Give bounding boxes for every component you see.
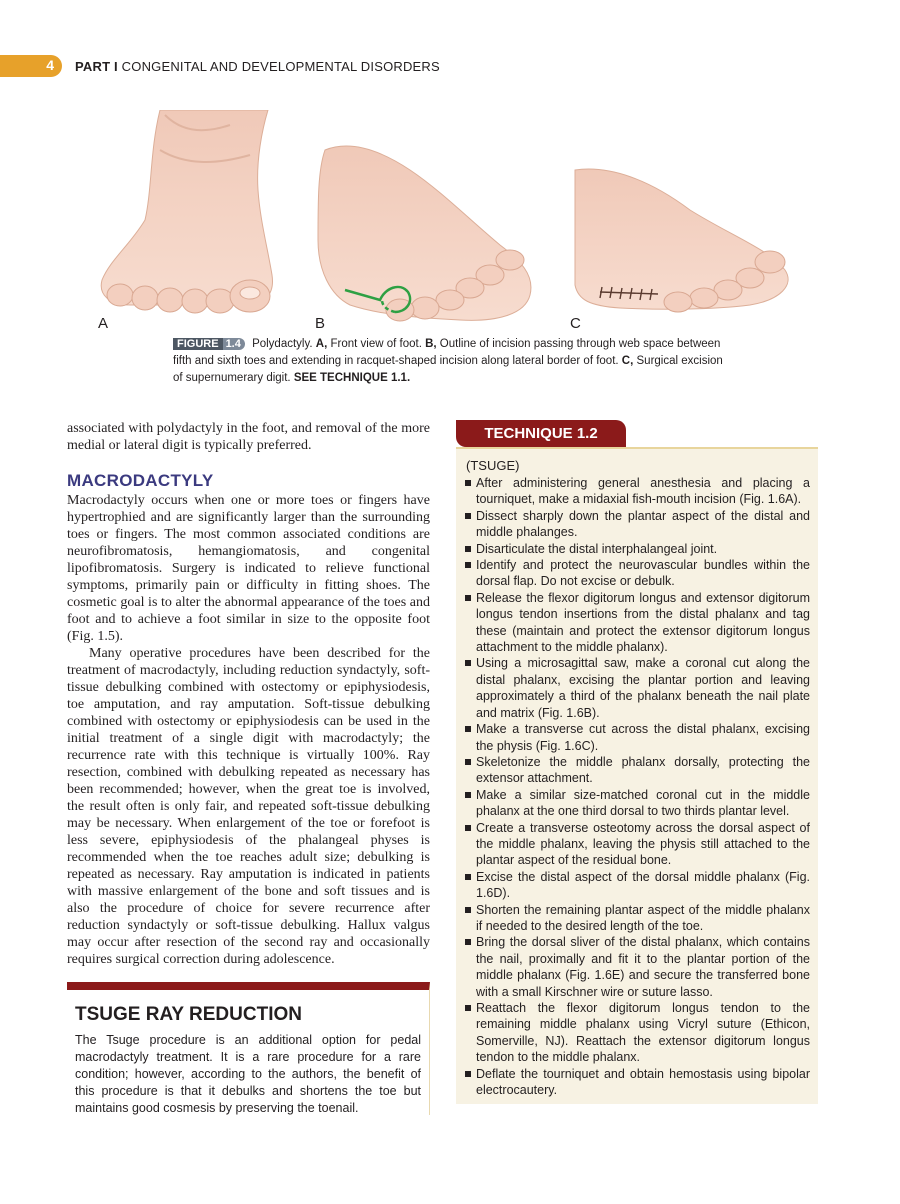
technique-step: Bring the dorsal sliver of the distal phalanx, which contains the nail, proximally and fit it to the plantar portion of the middle phalanx (Fig. 1.6E) and secure the transferred bone with a small Kirschner wire or suture lasso. bbox=[464, 934, 810, 1000]
panel-label-a: A bbox=[98, 315, 109, 332]
part-label: PART I bbox=[75, 59, 118, 74]
figure-caption bbox=[173, 336, 728, 387]
macrodactyly-paragraph-2: Many operative procedures have been described for the treatment of macrodactyly, including reduction syndactyly, soft-tissue debulking combined with ostectomy or epiphysiodesis, toe amputation, and ray amputation. Soft-tissue debulking combined with ostectomy or epiphysiodesis can be used in the initial treatment of a single digit with macrodactyly; the recurrence rate with this technique is virtually 100%. Ray resection, combined with debulking repeated as necessary has been recommended; however, when the great toe is involved, the result often is only fair, and repeated soft-tissue debulking may be necessary. When enlargement of the toe or forefoot is less severe, epiphysiodesis of the phalangeal physes is recommended when the toe reaches adult size; debulking is repeated as necessary. Ray amputation is indicated in patients with massive enlargement of the bone and soft tissues and is also the procedure of choice for severe recurrence after reduction syndactyly or soft-tissue debulking. Hallux valgus may occur after resection of the second ray and occasionally requires surgical correction during adolescence. bbox=[67, 646, 430, 967]
technique-subtitle: (TSUGE) bbox=[466, 458, 520, 473]
foot-incision-view bbox=[318, 146, 531, 321]
page-number: 4 bbox=[46, 57, 54, 73]
technique-step: Create a transverse osteotomy across the dorsal aspect of the middle phalanx, leaving the physis still attached to the plantar aspect of the residual bone. bbox=[464, 820, 810, 869]
caption-a-text: Front view of foot. bbox=[330, 338, 422, 350]
caption-c-text: Surgical excision of supernumerary digit. bbox=[173, 355, 723, 384]
technique-step: Release the flexor digitorum longus and extensor digitorum longus tendon insertions from the distal phalanx and tag these (maintain and protect the extensor digitorum longus attachment to the middle phalanx). bbox=[464, 590, 810, 656]
technique-step: Identify and protect the neurovascular bundles within the dorsal flap. Do not excise or debulk. bbox=[464, 557, 810, 590]
page-number-tab bbox=[0, 55, 62, 77]
tsuge-box-text: The Tsuge procedure is an additional option for pedal macrodactyly treatment. It is a rare procedure for a rare condition; however, according to the authors, the benefit of this procedure is that it debulks and shortens the toe but maintains good cosmesis by preserving the toenail. bbox=[75, 1033, 421, 1115]
figure-badge-label: FIGURE bbox=[173, 338, 223, 350]
figure-badge bbox=[173, 338, 245, 350]
left-column bbox=[67, 420, 430, 968]
caption-see-technique: SEE TECHNIQUE 1.1. bbox=[293, 372, 411, 384]
polydactyly-illustration bbox=[90, 110, 810, 335]
technique-step: Using a microsagittal saw, make a coronal cut along the distal phalanx, excising the plantar portion and leaving approximately a third of the phalanx beneath the nail plate and matrix (Fig. 1.6B). bbox=[464, 655, 810, 721]
technique-step: After administering general anesthesia and placing a tourniquet, make a midaxial fish-mouth incision (Fig. 1.6A). bbox=[464, 475, 810, 508]
part-title: CONGENITAL AND DEVELOPMENTAL DISORDERS bbox=[121, 59, 440, 74]
technique-step: Dissect sharply down the plantar aspect of the distal and middle phalanges. bbox=[464, 508, 810, 541]
caption-title: Polydactyly. bbox=[252, 338, 313, 350]
caption-b-text: Outline of incision passing through web space between fifth and sixth toes and extending in racquet-shaped incision along lateral border of foot. bbox=[173, 338, 721, 367]
technique-box bbox=[456, 420, 818, 1104]
technique-step: Excise the distal aspect of the dorsal middle phalanx (Fig. 1.6D). bbox=[464, 869, 810, 902]
panel-label-b: B bbox=[315, 315, 326, 332]
foot-excision-view bbox=[575, 169, 788, 312]
macrodactyly-heading: MACRODACTYLY bbox=[67, 471, 214, 490]
tsuge-box-title: TSUGE RAY REDUCTION bbox=[75, 1004, 302, 1025]
figure-badge-number: 1.4 bbox=[225, 338, 241, 350]
technique-step: Disarticulate the distal interphalangeal joint. bbox=[464, 541, 810, 557]
foot-front-view bbox=[101, 110, 272, 313]
technique-steps bbox=[464, 475, 810, 1098]
intro-paragraph: associated with polydactyly in the foot, and removal of the more medial or lateral digit is typically preferred. bbox=[67, 421, 430, 453]
technique-step: Skeletonize the middle phalanx dorsally, protecting the extensor attachment. bbox=[464, 754, 810, 787]
technique-step: Shorten the remaining plantar aspect of the middle phalanx if needed to the desired length of the toe. bbox=[464, 902, 810, 935]
macrodactyly-paragraph-1: Macrodactyly occurs when one or more toes or fingers have hypertrophied and are significantly larger than the surrounding toes or fingers. The most common associated conditions are neurofibromatosis, hemangiomatosis, and congenital lipofibromatosis. Surgery is indicated to relieve functional symptoms, primarily pain or difficulty in fitting shoes. The cosmetic goal is to alter the abnormal appearance of the toes and foot and to achieve a foot similar in size to the opposite foot (Fig. 1.5). bbox=[67, 493, 430, 644]
technique-step: Make a similar size-matched coronal cut in the middle phalanx at the one third dorsal to two thirds plantar level. bbox=[464, 787, 810, 820]
caption-b-label: B, bbox=[425, 338, 437, 350]
caption-a-label: A, bbox=[315, 338, 328, 350]
figure-1-4 bbox=[90, 110, 810, 335]
caption-c-label: C, bbox=[621, 355, 634, 367]
running-header bbox=[75, 59, 440, 74]
technique-step: Deflate the tourniquet and obtain hemostasis using bipolar electrocautery. bbox=[464, 1066, 810, 1099]
technique-header bbox=[456, 420, 818, 449]
panel-label-c: C bbox=[570, 315, 581, 332]
technique-title: TECHNIQUE 1.2 bbox=[456, 420, 626, 447]
technique-step: Reattach the flexor digitorum longus tendon to the remaining middle phalanx using Vicryl suture (Ethicon, Somerville, NJ). Reattach the extensor digitorum longus tendon to the middle phalanx. bbox=[464, 1000, 810, 1066]
tsuge-ray-reduction-box bbox=[67, 982, 430, 1115]
technique-step: Make a transverse cut across the distal phalanx, excising the physis (Fig. 1.6C). bbox=[464, 721, 810, 754]
